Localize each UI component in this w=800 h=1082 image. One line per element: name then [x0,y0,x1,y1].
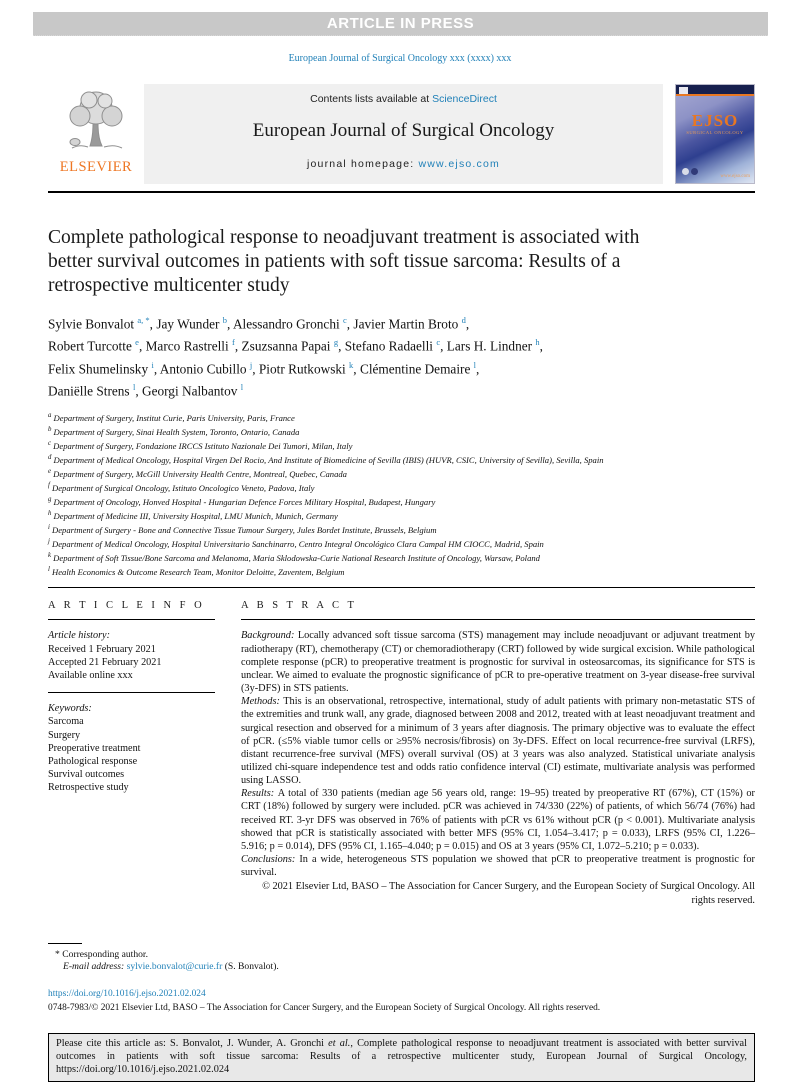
email-link[interactable]: sylvie.bonvalot@curie.fr [126,961,223,972]
email-line [48,961,755,973]
info-divider [48,692,215,693]
journal-cover-thumbnail [675,84,755,184]
journal-reference-line: European Journal of Surgical Oncology xxx (xxxx) xxx [288,53,512,64]
elsevier-wordmark: ELSEVIER [59,159,133,175]
masthead-divider [48,191,755,193]
article-history-label: Article history: [48,630,110,642]
abstract-body: Background: Locally advanced soft tissue sarcoma (STS) management may include neoadjuvant or adjuvant treatment by radiotherapy (RT), chemotherapy (CT) or chemoradiotherapy (CRT) followed by wide surgical excision. While pathological complete response (pCR) to preoperative treatment is prognostic for survival in osteosarcomas, its significance for STS is unclear. We aimed to evaluate the prognostic significance of pCR to pre-operative treatment on 3-year disease-free survival (3y-DFS) in STS patients. Methods: This is an observational, retrospective, international, study of adult patients with primary non-metastatic STS of the extremities and trunk wall, any grade, diagnosed between 2008 and 2012, treated with at least neoadjuvant treatment and surgical resection and observed for a minimum of 3 years after diagnosis. The primary objective was to evaluate the effect of pCR. (≤5% viable tumor cells or ≥95% necrosis/fibrosis) on 3y-DFS. Effect on local recurrence-free survival (LRFS), distant recurrence-free survival (MFS) overall survival (OS) at 3 years was also analyzed. Statistical univariate analysis utilized chi-square independence test and odds ratio confidence interval (CI) estimate, multivariate analysis was performed using LASSO. Results: A total of 330 patients (median age 56 years old, range: 19–95) treated by preoperative RT (67%), CT (15%) or CRT (18%) followed by surgery were included. pCR was achieved in 74/330 (22%) of patients, of which 56/74 (76%) had received RT. 3-yr DFS was observed in 76% of patients with pCR vs 61% without pCR (p < 0.001). Multivariate analysis showed that pCR is statistically associated with better MFS (95% CI, 1.054–3.417; p = 0.033), LRFS (95% CI, 1.226–5.916; p = 0.014), DFS (95% CI, 1.165–4.040; p = 0.015) and OS at 3 years (95% CI, 1.072–5.210; p = 0.033). Conclusions: In a wide, heterogeneous STS population we showed that pCR to preoperative treatment is prognostic for survival. [241,630,755,879]
citation-suffix: , Complete pathological response to neoadjuvant treatment is associated with better survival outcomes in patients with soft tissue sarcoma: Results of a retrospective multicenter study, European Journal of Surgical Oncology, https://doi.org/10.1016/j.ejso.2021.02.024 [56,1038,747,1076]
journal-title: European Journal of Surgical Oncology [252,120,555,141]
cover-website: www.ejso.com [720,174,750,179]
affiliation-list: $^a$ Department of Surgery, Institut Curie, Paris University, Paris, France $^b$ Department of Surgery, Sinai Health System, Toronto, Ontario, Canada $^c$ Department of Surgery, Fondazione IRCCS Istituto Nazionale Dei Tumori, Milan, Italy $^d$ Department of Medical Oncology, Hospital Virgen Del Rocio, And Institute of Biomedicine of Sevilla (IBIS) (HUVR, CSIC, University of Sevilla), Sevilla, Spain $^e$ Department of Surgery, McGill University Health Centre, Montreal, Quebec, Canada $^f$ Department of Surgical Oncology, Istituto Oncologico Veneto, Padova, Italy $^g$ Department of Oncology, Honved Hospital - Hungarian Defence Forces Military Hospital, Budapest, Hungary $^h$ Department of Medicine III, University Hospital, LMU Munich, Munich, Germany $^i$ Department of Surgery - Bone and Connective Tissue Tumour Surgery, Jules Bordet Institute, Brussels, Belgium $^j$ Department of Medical Oncology, Hospital Universitario Sanchinarro, Centro Integral Oncológico Clara Campal HM CIOCC, Madrid, Spain $^k$ Department of Soft Tissue/Bone Sarcoma and Melanoma, Maria Sklodowska-Curie National Research Institute of Oncology, Warsaw, Poland $^l$ Health Economics & Outcome Research Team, Monitor Deloitte, Zaventem, Belgium [48,411,604,578]
article-history-block [48,629,215,682]
sciencedirect-link[interactable]: ScienceDirect [432,93,497,105]
keywords-list: Sarcoma Surgery Preoperative treatment Pathological response Survival outcomes Retrospective study [48,716,141,794]
journal-homepage-link[interactable]: www.ejso.com [418,158,500,170]
citation-etal: et al. [328,1038,351,1049]
contents-line [144,93,663,105]
citation-prefix: Please cite this article as: S. Bonvalot, J. Wunder, A. Gronchi [56,1038,329,1049]
author-list: Sylvie Bonvalot $^{a, *}$, Jay Wunder $^b$, Alessandro Gronchi $^c$, Javier Martin Broto $^d$, Robert Turcotte $^e$, Marco Rastrelli $^f$, Zsuzsanna Papai $^g$, Stefano Radaelli $^c$, Lars H. Lindner $^h$, Felix Shumelinsky $^i$, Antonio Cubillo $^j$, Piotr Rutkowski $^k$, Clémentine Demaire $^l$, Daniëlle Strens $^l$, Georgi Nalbantov $^l$ [48,315,543,399]
imprint-block [48,988,755,1014]
keywords-block [48,702,215,794]
article-in-press-banner: ARTICLE IN PRESS [33,12,768,36]
cover-issue-chip [679,87,688,94]
elsevier-logo [48,84,144,184]
article-title: Complete pathological response to neoadjuvant treatment is associated with better survival outcomes in patients with soft tissue sarcoma: Results of a retrospective multicenter study [48,227,640,296]
article-history-list: Received 1 February 2021 Accepted 21 February 2021 Available online xxx [48,643,162,682]
footnote-rule [48,943,82,944]
journal-masthead [48,84,755,184]
footnotes [48,943,755,973]
homepage-prefix: journal homepage: [306,158,419,170]
abstract-column [241,588,755,906]
article-info-column [48,588,241,906]
keywords-label: Keywords: [48,703,92,715]
citation-notice-box [48,1033,755,1082]
abstract-heading: A B S T R A C T [241,600,357,612]
email-suffix: (S. Bonvalot). [222,961,279,972]
doi-link[interactable]: https://doi.org/10.1016/j.ejso.2021.02.024 [48,989,206,999]
info-abstract-columns [48,588,755,906]
abstract-copyright: © 2021 Elsevier Ltd, BASO – The Association for Cancer Surgery, and the European Society of Surgical Oncology. All rights reserved. [262,881,755,906]
issn-copyright-line: 0748-7983/© 2021 Elsevier Ltd, BASO – The Association for Cancer Surgery, and the European Society of Surgical Oncology. All rights reserved. [48,1003,601,1013]
cover-society-logo2-icon [691,168,698,175]
elsevier-tree-icon [62,86,130,158]
homepage-line [144,158,663,170]
cover-subtitle: SURGICAL ONCOLOGY [686,130,744,135]
article-info-heading-rule [48,619,215,620]
cover-ejso-title: EJSO [691,111,739,130]
abstract-heading-rule [241,619,755,620]
cover-society-logo-icon [682,168,689,175]
article-info-heading: A R T I C L E I N F O [48,600,205,612]
contents-prefix: Contents lists available at [310,93,433,105]
masthead-center-panel [144,84,663,184]
corresponding-author-note: * Corresponding author. [55,949,148,960]
email-label: E-mail address: [63,961,125,972]
